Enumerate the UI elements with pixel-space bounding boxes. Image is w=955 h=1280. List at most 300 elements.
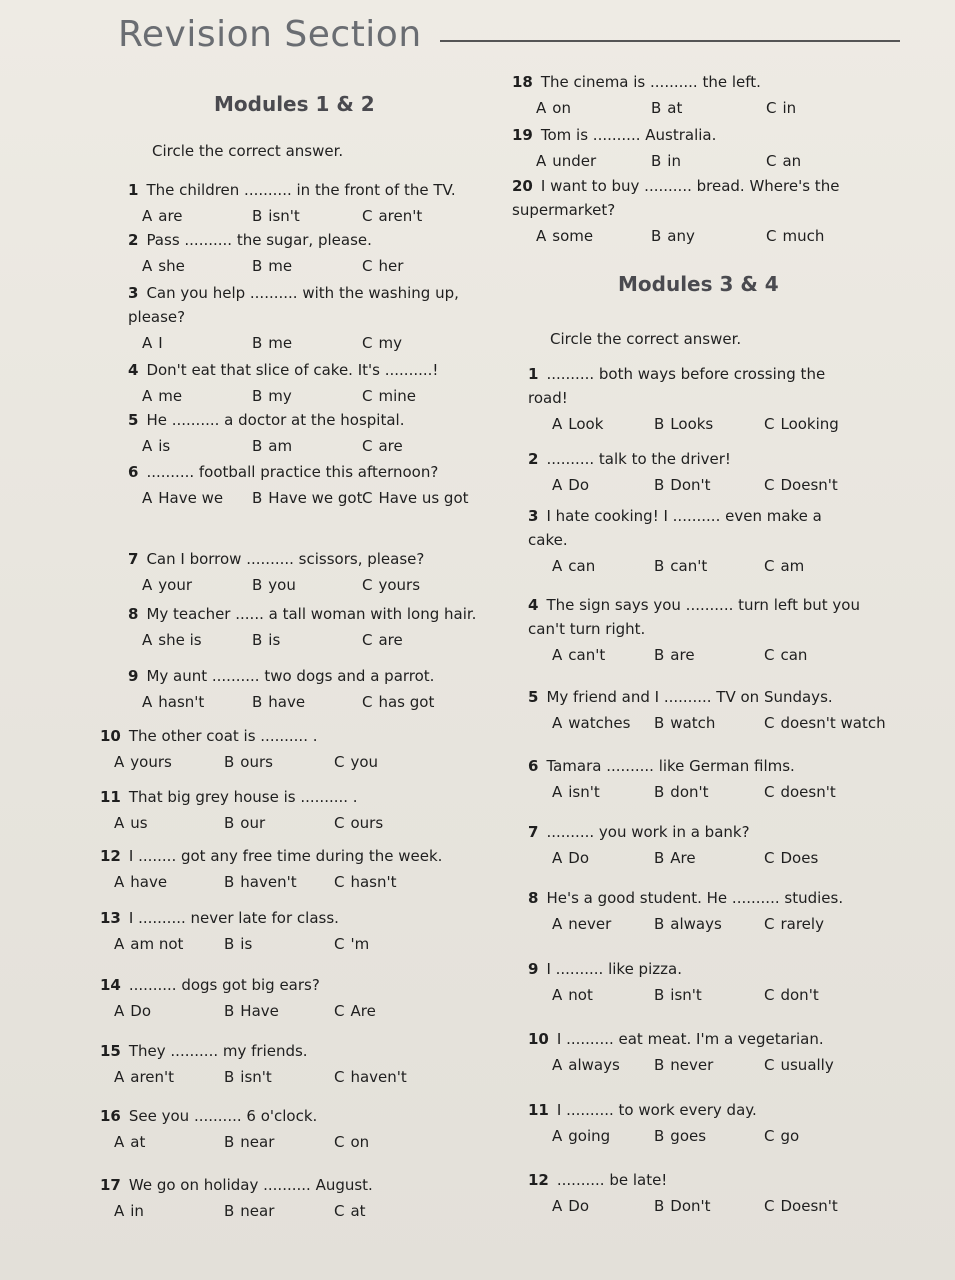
answer-options [528, 985, 928, 1005]
option-c[interactable] [334, 1201, 444, 1221]
option-a[interactable] [552, 1126, 654, 1146]
question-stem [128, 462, 528, 482]
option-letter: B [224, 1068, 235, 1086]
option-c[interactable] [334, 1067, 444, 1087]
option-letter: C [764, 915, 775, 933]
option-text: her [378, 257, 404, 275]
option-a[interactable] [114, 752, 224, 772]
option-text: am [268, 437, 293, 455]
option-b[interactable] [252, 488, 362, 508]
question-stem [100, 846, 500, 866]
option-letter: B [224, 814, 235, 832]
option-letter: A [114, 873, 125, 891]
option-letter: B [224, 873, 235, 891]
answer-options [128, 206, 528, 226]
option-text: Do [568, 476, 589, 494]
option-a[interactable] [552, 475, 654, 495]
option-text: have [268, 693, 306, 711]
option-letter: A [114, 1002, 125, 1020]
option-letter: A [114, 1202, 125, 1220]
option-c[interactable] [362, 386, 472, 406]
option-text: Doesn't [780, 1197, 838, 1215]
question-text: That big grey house is .......... . [128, 788, 358, 806]
answer-options [528, 556, 928, 576]
option-text: Looking [780, 415, 839, 433]
option-c[interactable] [764, 1126, 914, 1146]
option-letter: B [654, 849, 665, 867]
answer-options [528, 1196, 928, 1216]
question-stem [512, 72, 892, 92]
option-a[interactable] [114, 934, 224, 954]
option-text: me [158, 387, 183, 405]
question-item [100, 787, 500, 833]
option-text: always [670, 915, 722, 933]
question-number: 15 [100, 1042, 121, 1060]
question-item [528, 595, 928, 665]
answer-options [128, 630, 528, 650]
option-a[interactable] [142, 333, 252, 353]
option-a[interactable] [142, 436, 252, 456]
option-letter: A [552, 646, 563, 664]
option-b[interactable] [651, 226, 766, 246]
option-text: in [667, 152, 681, 170]
question-number: 10 [100, 727, 121, 745]
question-text: .......... talk to the driver! [546, 450, 731, 468]
answer-options [128, 488, 528, 508]
question-text: He .......... a doctor at the hospital. [146, 411, 405, 429]
option-b[interactable] [651, 98, 766, 118]
question-item [528, 687, 928, 733]
option-letter: C [334, 1068, 345, 1086]
option-c[interactable] [362, 692, 472, 712]
option-text: never [670, 1056, 714, 1074]
option-a[interactable] [142, 206, 252, 226]
option-b[interactable] [654, 414, 764, 434]
option-c[interactable] [362, 436, 472, 456]
option-letter: B [654, 476, 665, 494]
option-b[interactable] [654, 556, 764, 576]
question-number: 2 [528, 450, 539, 468]
option-text: me [268, 334, 293, 352]
option-a[interactable] [552, 782, 654, 802]
option-letter: C [362, 693, 373, 711]
question-stem [528, 959, 928, 979]
option-a[interactable] [142, 488, 252, 508]
option-letter: C [362, 576, 373, 594]
option-b[interactable] [252, 692, 362, 712]
question-number: 6 [528, 757, 539, 775]
answer-options [512, 226, 892, 246]
option-text: mine [378, 387, 416, 405]
option-a[interactable] [552, 556, 654, 576]
option-letter: B [651, 99, 662, 117]
option-c[interactable] [764, 713, 914, 733]
option-a[interactable] [142, 692, 252, 712]
question-item [528, 1029, 928, 1075]
question-item [528, 1170, 928, 1216]
option-a[interactable] [142, 630, 252, 650]
option-c[interactable] [362, 333, 472, 353]
option-a[interactable] [114, 1132, 224, 1152]
option-c[interactable] [764, 1055, 914, 1075]
option-a[interactable] [114, 1201, 224, 1221]
page-title: Revision Section [118, 14, 422, 55]
option-b[interactable] [252, 333, 362, 353]
question-number: 2 [128, 231, 139, 249]
option-c[interactable] [766, 98, 886, 118]
option-text: Does [780, 849, 819, 867]
option-text: are [378, 631, 403, 649]
option-c[interactable] [764, 645, 914, 665]
option-b[interactable] [224, 1001, 334, 1021]
question-stem [528, 822, 928, 842]
question-text: My aunt .......... two dogs and a parrot. [146, 667, 435, 685]
option-text: usually [780, 1056, 834, 1074]
option-a[interactable] [552, 985, 654, 1005]
option-text: going [568, 1127, 611, 1145]
option-b[interactable] [224, 1132, 334, 1152]
question-item [100, 908, 500, 954]
option-a[interactable] [114, 813, 224, 833]
option-letter: B [651, 152, 662, 170]
option-c[interactable] [764, 414, 914, 434]
question-item [528, 506, 928, 576]
option-a[interactable] [536, 151, 651, 171]
answer-options [528, 475, 928, 495]
option-text: near [240, 1202, 275, 1220]
question-number: 19 [512, 126, 533, 144]
option-b[interactable] [224, 1201, 334, 1221]
answer-options [100, 1201, 500, 1221]
question-stem [128, 230, 528, 250]
option-text: always [568, 1056, 620, 1074]
option-letter: B [252, 387, 263, 405]
option-a[interactable] [552, 713, 654, 733]
option-a[interactable] [552, 414, 654, 434]
option-text: an [782, 152, 802, 170]
option-text: watches [568, 714, 631, 732]
option-letter: C [334, 753, 345, 771]
question-text: I want to buy .......... bread. Where's the [540, 177, 840, 195]
option-c[interactable] [764, 914, 914, 934]
question-text: .......... dogs got big ears? [128, 976, 320, 994]
option-b[interactable] [654, 713, 764, 733]
option-text: I [158, 334, 163, 352]
option-b[interactable] [252, 436, 362, 456]
question-text: See you .......... 6 o'clock. [128, 1107, 318, 1125]
option-letter: A [552, 1056, 563, 1074]
option-c[interactable] [362, 256, 472, 276]
question-number: 6 [128, 463, 139, 481]
question-text: .......... you work in a bank? [546, 823, 750, 841]
question-stem [528, 506, 928, 526]
question-text: We go on holiday .......... August. [128, 1176, 373, 1194]
option-text: am [780, 557, 805, 575]
question-item [128, 666, 528, 712]
option-letter: B [224, 1133, 235, 1151]
option-b[interactable] [224, 1067, 334, 1087]
question-item [528, 959, 928, 1005]
option-a[interactable] [552, 1055, 654, 1075]
option-text: hasn't [158, 693, 205, 711]
option-c[interactable] [362, 206, 472, 226]
option-c[interactable] [764, 848, 914, 868]
option-a[interactable] [552, 645, 654, 665]
question-text: .......... be late! [556, 1171, 668, 1189]
question-text-continued: road! [528, 389, 568, 407]
option-b[interactable] [224, 752, 334, 772]
option-letter: A [142, 489, 153, 507]
option-c[interactable] [766, 226, 886, 246]
option-c[interactable] [362, 630, 472, 650]
question-text: The cinema is .......... the left. [540, 73, 761, 91]
question-number: 1 [128, 181, 139, 199]
option-text: you [350, 753, 379, 771]
option-c[interactable] [362, 488, 472, 508]
option-b[interactable] [224, 934, 334, 954]
question-text: My teacher ...... a tall woman with long hair. [146, 605, 477, 623]
question-stem [100, 975, 500, 995]
option-b[interactable] [224, 872, 334, 892]
option-b[interactable] [252, 386, 362, 406]
option-c[interactable] [334, 752, 444, 772]
option-c[interactable] [766, 151, 886, 171]
option-b[interactable] [654, 475, 764, 495]
option-a[interactable] [536, 98, 651, 118]
option-c[interactable] [764, 556, 914, 576]
option-text: go [780, 1127, 800, 1145]
option-text: my [268, 387, 292, 405]
option-text: watch [670, 714, 716, 732]
question-number: 11 [100, 788, 121, 806]
question-item [100, 975, 500, 1021]
option-letter: A [142, 387, 153, 405]
option-text: isn't [268, 207, 300, 225]
option-text: isn't [568, 783, 600, 801]
question-stem [128, 549, 528, 569]
option-c[interactable] [764, 1196, 914, 1216]
option-letter: C [764, 646, 775, 664]
question-text: They .......... my friends. [128, 1042, 308, 1060]
question-item [128, 604, 528, 650]
option-a[interactable] [114, 872, 224, 892]
option-letter: A [142, 334, 153, 352]
option-c[interactable] [764, 475, 914, 495]
option-text: Have we [158, 489, 224, 507]
option-a[interactable] [114, 1001, 224, 1021]
question-number: 12 [528, 1171, 549, 1189]
question-stem [528, 756, 928, 776]
option-text: don't [670, 783, 709, 801]
option-b[interactable] [252, 206, 362, 226]
option-letter: A [552, 986, 563, 1004]
option-text: Looks [670, 415, 714, 433]
answer-options [128, 692, 528, 712]
option-c[interactable] [334, 1001, 444, 1021]
option-b[interactable] [252, 630, 362, 650]
answer-options [100, 813, 500, 833]
question-stem [528, 1029, 928, 1049]
option-a[interactable] [552, 848, 654, 868]
question-number: 12 [100, 847, 121, 865]
option-letter: C [764, 849, 775, 867]
option-text: at [667, 99, 683, 117]
option-b[interactable] [654, 914, 764, 934]
option-text: is [158, 437, 171, 455]
question-number: 8 [528, 889, 539, 907]
question-item [528, 449, 928, 495]
option-text: she is [158, 631, 202, 649]
option-letter: C [362, 489, 373, 507]
option-letter: A [536, 152, 547, 170]
option-letter: A [552, 415, 563, 433]
option-letter: A [552, 1127, 563, 1145]
option-letter: C [764, 714, 775, 732]
option-text: my [378, 334, 402, 352]
option-letter: A [142, 207, 153, 225]
option-c[interactable] [334, 813, 444, 833]
option-c[interactable] [334, 934, 444, 954]
option-letter: A [142, 693, 153, 711]
option-letter: A [114, 935, 125, 953]
instruction-right: Circle the correct answer. [550, 330, 742, 348]
answer-options [100, 1132, 500, 1152]
question-stem [512, 125, 892, 145]
question-stem [100, 1041, 500, 1061]
question-stem [128, 180, 528, 200]
option-letter: C [764, 1197, 775, 1215]
option-text: under [552, 152, 597, 170]
option-a[interactable] [142, 386, 252, 406]
option-b[interactable] [224, 813, 334, 833]
option-text: Don't [670, 1197, 711, 1215]
question-stem [128, 360, 528, 380]
option-a[interactable] [142, 256, 252, 276]
option-text: she [158, 257, 185, 275]
option-b[interactable] [654, 782, 764, 802]
question-stem [128, 604, 528, 624]
question-item [528, 1100, 928, 1146]
option-letter: C [362, 334, 373, 352]
question-stem [528, 449, 928, 469]
answer-options [128, 333, 528, 353]
answer-options [100, 1067, 500, 1087]
option-text: has got [378, 693, 435, 711]
option-b[interactable] [654, 1055, 764, 1075]
question-text: I .......... to work every day. [556, 1101, 757, 1119]
option-text: our [240, 814, 266, 832]
option-c[interactable] [764, 782, 914, 802]
answer-options [128, 386, 528, 406]
option-b[interactable] [654, 1126, 764, 1146]
option-text: is [240, 935, 253, 953]
option-text: Are [670, 849, 696, 867]
answer-options [512, 98, 892, 118]
question-stem [528, 364, 928, 384]
option-text: Do [568, 1197, 589, 1215]
option-letter: C [764, 415, 775, 433]
option-letter: B [224, 753, 235, 771]
question-stem [528, 1100, 928, 1120]
option-b[interactable] [654, 1196, 764, 1216]
question-text: I .......... like pizza. [546, 960, 682, 978]
option-text: on [552, 99, 571, 117]
question-text: The children .......... in the front of the TV. [146, 181, 456, 199]
question-item [100, 726, 500, 772]
option-a[interactable] [552, 914, 654, 934]
option-letter: B [224, 1202, 235, 1220]
question-item [512, 72, 892, 118]
option-c[interactable] [334, 1132, 444, 1152]
question-item [512, 125, 892, 171]
question-stem [528, 595, 928, 615]
option-text: goes [670, 1127, 707, 1145]
option-text: are [378, 437, 403, 455]
option-b[interactable] [252, 575, 362, 595]
option-text: is [268, 631, 281, 649]
option-letter: C [766, 99, 777, 117]
option-letter: A [536, 99, 547, 117]
option-letter: A [142, 437, 153, 455]
option-text: are [158, 207, 183, 225]
option-letter: A [114, 814, 125, 832]
answer-options [100, 934, 500, 954]
option-a[interactable] [114, 1067, 224, 1087]
option-c[interactable] [362, 575, 472, 595]
option-text: on [350, 1133, 370, 1151]
question-item [128, 230, 528, 276]
question-number: 17 [100, 1176, 121, 1194]
option-letter: C [334, 1133, 345, 1151]
question-stem [100, 1106, 500, 1126]
option-letter: B [654, 714, 665, 732]
question-item [512, 176, 892, 246]
question-number: 5 [128, 411, 139, 429]
option-letter: A [114, 1133, 125, 1151]
option-letter: C [362, 437, 373, 455]
option-a[interactable] [142, 575, 252, 595]
answer-options [100, 872, 500, 892]
option-b[interactable] [651, 151, 766, 171]
option-b[interactable] [252, 256, 362, 276]
option-text: your [158, 576, 192, 594]
option-letter: A [142, 576, 153, 594]
option-text: can [568, 557, 596, 575]
option-b[interactable] [654, 645, 764, 665]
question-text: .......... football practice this afternoon? [146, 463, 439, 481]
question-text: Can I borrow .......... scissors, please? [146, 550, 425, 568]
option-c[interactable] [334, 872, 444, 892]
option-letter: C [764, 1127, 775, 1145]
option-a[interactable] [536, 226, 651, 246]
option-b[interactable] [654, 985, 764, 1005]
option-letter: B [654, 415, 665, 433]
question-text: My friend and I .......... TV on Sundays. [546, 688, 833, 706]
option-letter: B [252, 437, 263, 455]
option-b[interactable] [654, 848, 764, 868]
option-c[interactable] [764, 985, 914, 1005]
question-text: He's a good student. He .......... studies. [546, 889, 844, 907]
option-text: don't [780, 986, 819, 1004]
question-item [528, 364, 928, 434]
option-text: at [350, 1202, 366, 1220]
instruction-left: Circle the correct answer. [152, 142, 344, 160]
option-a[interactable] [552, 1196, 654, 1216]
option-letter: A [552, 783, 563, 801]
option-text: yours [130, 753, 172, 771]
option-letter: C [362, 207, 373, 225]
question-number: 11 [528, 1101, 549, 1119]
